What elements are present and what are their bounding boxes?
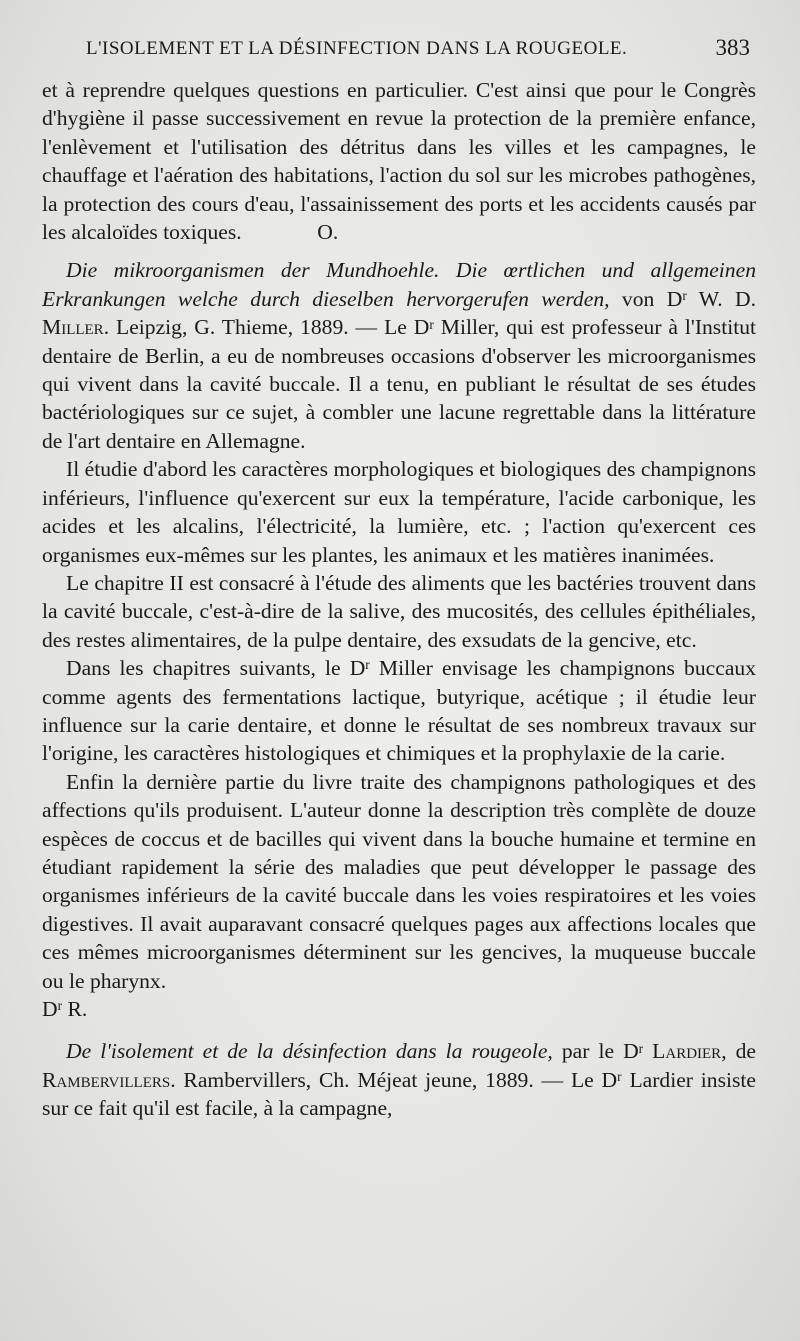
running-title: L'ISOLEMENT ET LA DÉSINFECTION DANS LA ROUGEOLE. — [86, 38, 628, 59]
paragraph-last-part: Enfin la dernière partie du livre traite des champignons pathologiques et des affections qu'ils produisent. L'auteur donne la description très complète de douze espèces de coccus et de bacilles qui vivent dans la bouche humaine et termine en étudiant rapidement la série des maladies que peut développer le passage des organismes inférieurs de la cavité buccale dans les voies respiratoires et les voies digestives. Il avait auparavant consacré quelques pages aux affections locales que ces mêmes microorganismes déterminent sur les gencives, la muqueuse buccale ou le pharynx. — [42, 769, 756, 993]
paragraph-chapters-following: Dans les chapitres suivants, le $D^r$ Miller envisage les champignons buccaux comme agents des fermentations lactique, butyrique, acétique ; il étudie leur influence sur la carie dentaire, et donne le résultat de ses nombreux travaux sur l'origine, les caractères histologiques et chimiques et la prophylaxie de la carie. — [42, 656, 756, 766]
paragraph-chapter-two: Le chapitre II est consacré à l'étude des aliments que les bactéries trouvent dans la cavité buccale, c'est-à-dire de la salive, des mucosités, des cellules épithéliales, des restes alimentaires, de la pulpe dentaire, des exsudats de la gencive, etc. — [42, 570, 756, 652]
paragraph-continued: et à reprendre quelques questions en particulier. C'est ainsi que pour le Congrès d'hygiène il passe successivement en revue la protection de la première enfance, l'enlèvement et l'utilisation des détritus dans les villes et les campagnes, le chauffage et l'aération des habitations, l'action du sol sur les microbes pathogènes, la protection des cours d'eau, l'assainissement des ports et les accidents causés par les alcaloïdes toxiques. O. — [42, 78, 756, 245]
place-rambervillers: Rambervillers — [42, 1067, 171, 1092]
page-body — [42, 76, 756, 1123]
book-title-lardier: De l'isolement et de la désinfection dans la rougeole, — [66, 1039, 553, 1064]
signature-dr-r: $D^r$ R. — [42, 997, 88, 1021]
book-title-miller: Die mikroorganismen der Mundhoehle. Die œrtlichen und allgemeinen Erkrankungen welche durch dieselben hervorgerufen werden, — [42, 258, 756, 311]
paragraph-morphology: Il étudie d'abord les caractères morphologiques et biologiques des champignons inférieurs, l'influence qu'exercent sur eux la température, l'acide carbonique, les acides et les alcalins, l'électricité, la lumière, etc. ; l'action qu'exercent ces organismes eux-mêmes sur les plantes, les animaux et les matières inanimées. — [42, 457, 756, 567]
page-number: 383 — [715, 35, 750, 60]
page-header — [40, 35, 758, 68]
signature-o: O. — [317, 220, 339, 245]
author-lardier: Lardier — [643, 1039, 722, 1064]
review-lardier: De l'isolement et de la désinfection dans la rougeole, par le $D^r$ Lardier, de Rambervillers. Rambervillers, Ch. Méjeat jeune, 1889. — Le $D^r$ Lardier insiste sur ce fait qu'il est facile, à la campagne, — [42, 1039, 757, 1121]
review-miller: Die mikroorganismen der Mundhoehle. Die œrtlichen und allgemeinen Erkrankungen welche durch dieselben hervorgerufen werden, von $D^r$ W. D. Miller. Leipzig, G. Thieme, 1889. — Le $D^r$ Miller, qui est professeur à l'Institut dentaire de Berlin, a eu de nombreuses occasions d'observer les microorganismes qui vivent dans la cavité buccale. Il a tenu, en publiant le résultat de ses études bactériologiques sur ce sujet, à combler une lacune regrettable dans la littérature de l'art dentaire en Allemagne. — [42, 258, 757, 453]
author-miller: Miller — [42, 315, 104, 340]
